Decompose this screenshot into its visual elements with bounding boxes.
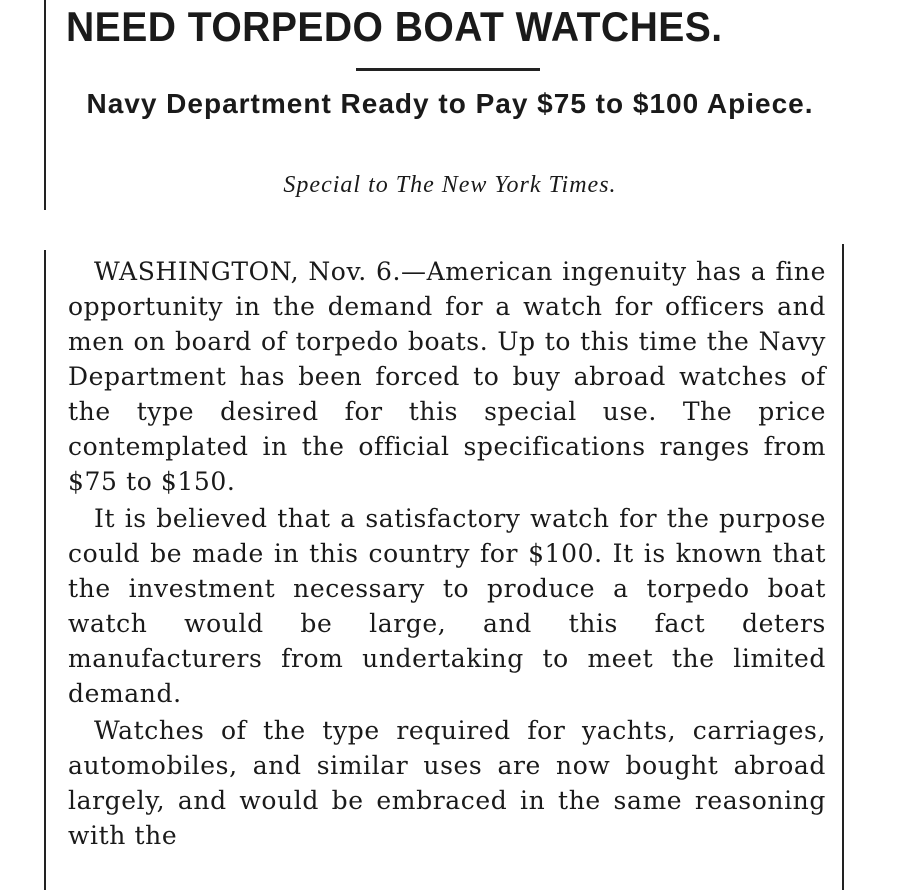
article-subheadline: Navy Department Ready to Pay $75 to $100 Apiece. <box>86 88 814 119</box>
article-headline: NEED TORPEDO BOAT WATCHES. <box>66 3 723 50</box>
article-paragraph: Watches of the type required for yachts, carriages, automobiles, and similar uses are now bought abroad largely, and would be embraced in the same reasoning with the <box>68 716 826 850</box>
article-paragraph: WASHINGTON, Nov. 6.—American ingenuity has a fine opportunity in the demand for a watch for officers and men on board of torpedo boats. Up to this time the Navy Department has been forced to buy abroad watches of the type desired for this special use. The price contemplated in the official specifications ranges from $75 to $150. <box>68 257 826 496</box>
article-body <box>68 254 826 853</box>
column-rule-left-top <box>44 0 46 210</box>
column-rule-right-body <box>842 244 844 890</box>
column-rule-left-body <box>44 250 46 890</box>
headline-divider <box>356 68 540 71</box>
article-byline: Special to The New York Times. <box>283 172 617 198</box>
article-paragraph: It is believed that a satisfactory watch for the purpose could be made in this country for $100. It is known that the investment necessary to produce a torpedo boat watch would be large, and this fact deters manufacturers from undertaking to meet the limited demand. <box>68 504 826 708</box>
